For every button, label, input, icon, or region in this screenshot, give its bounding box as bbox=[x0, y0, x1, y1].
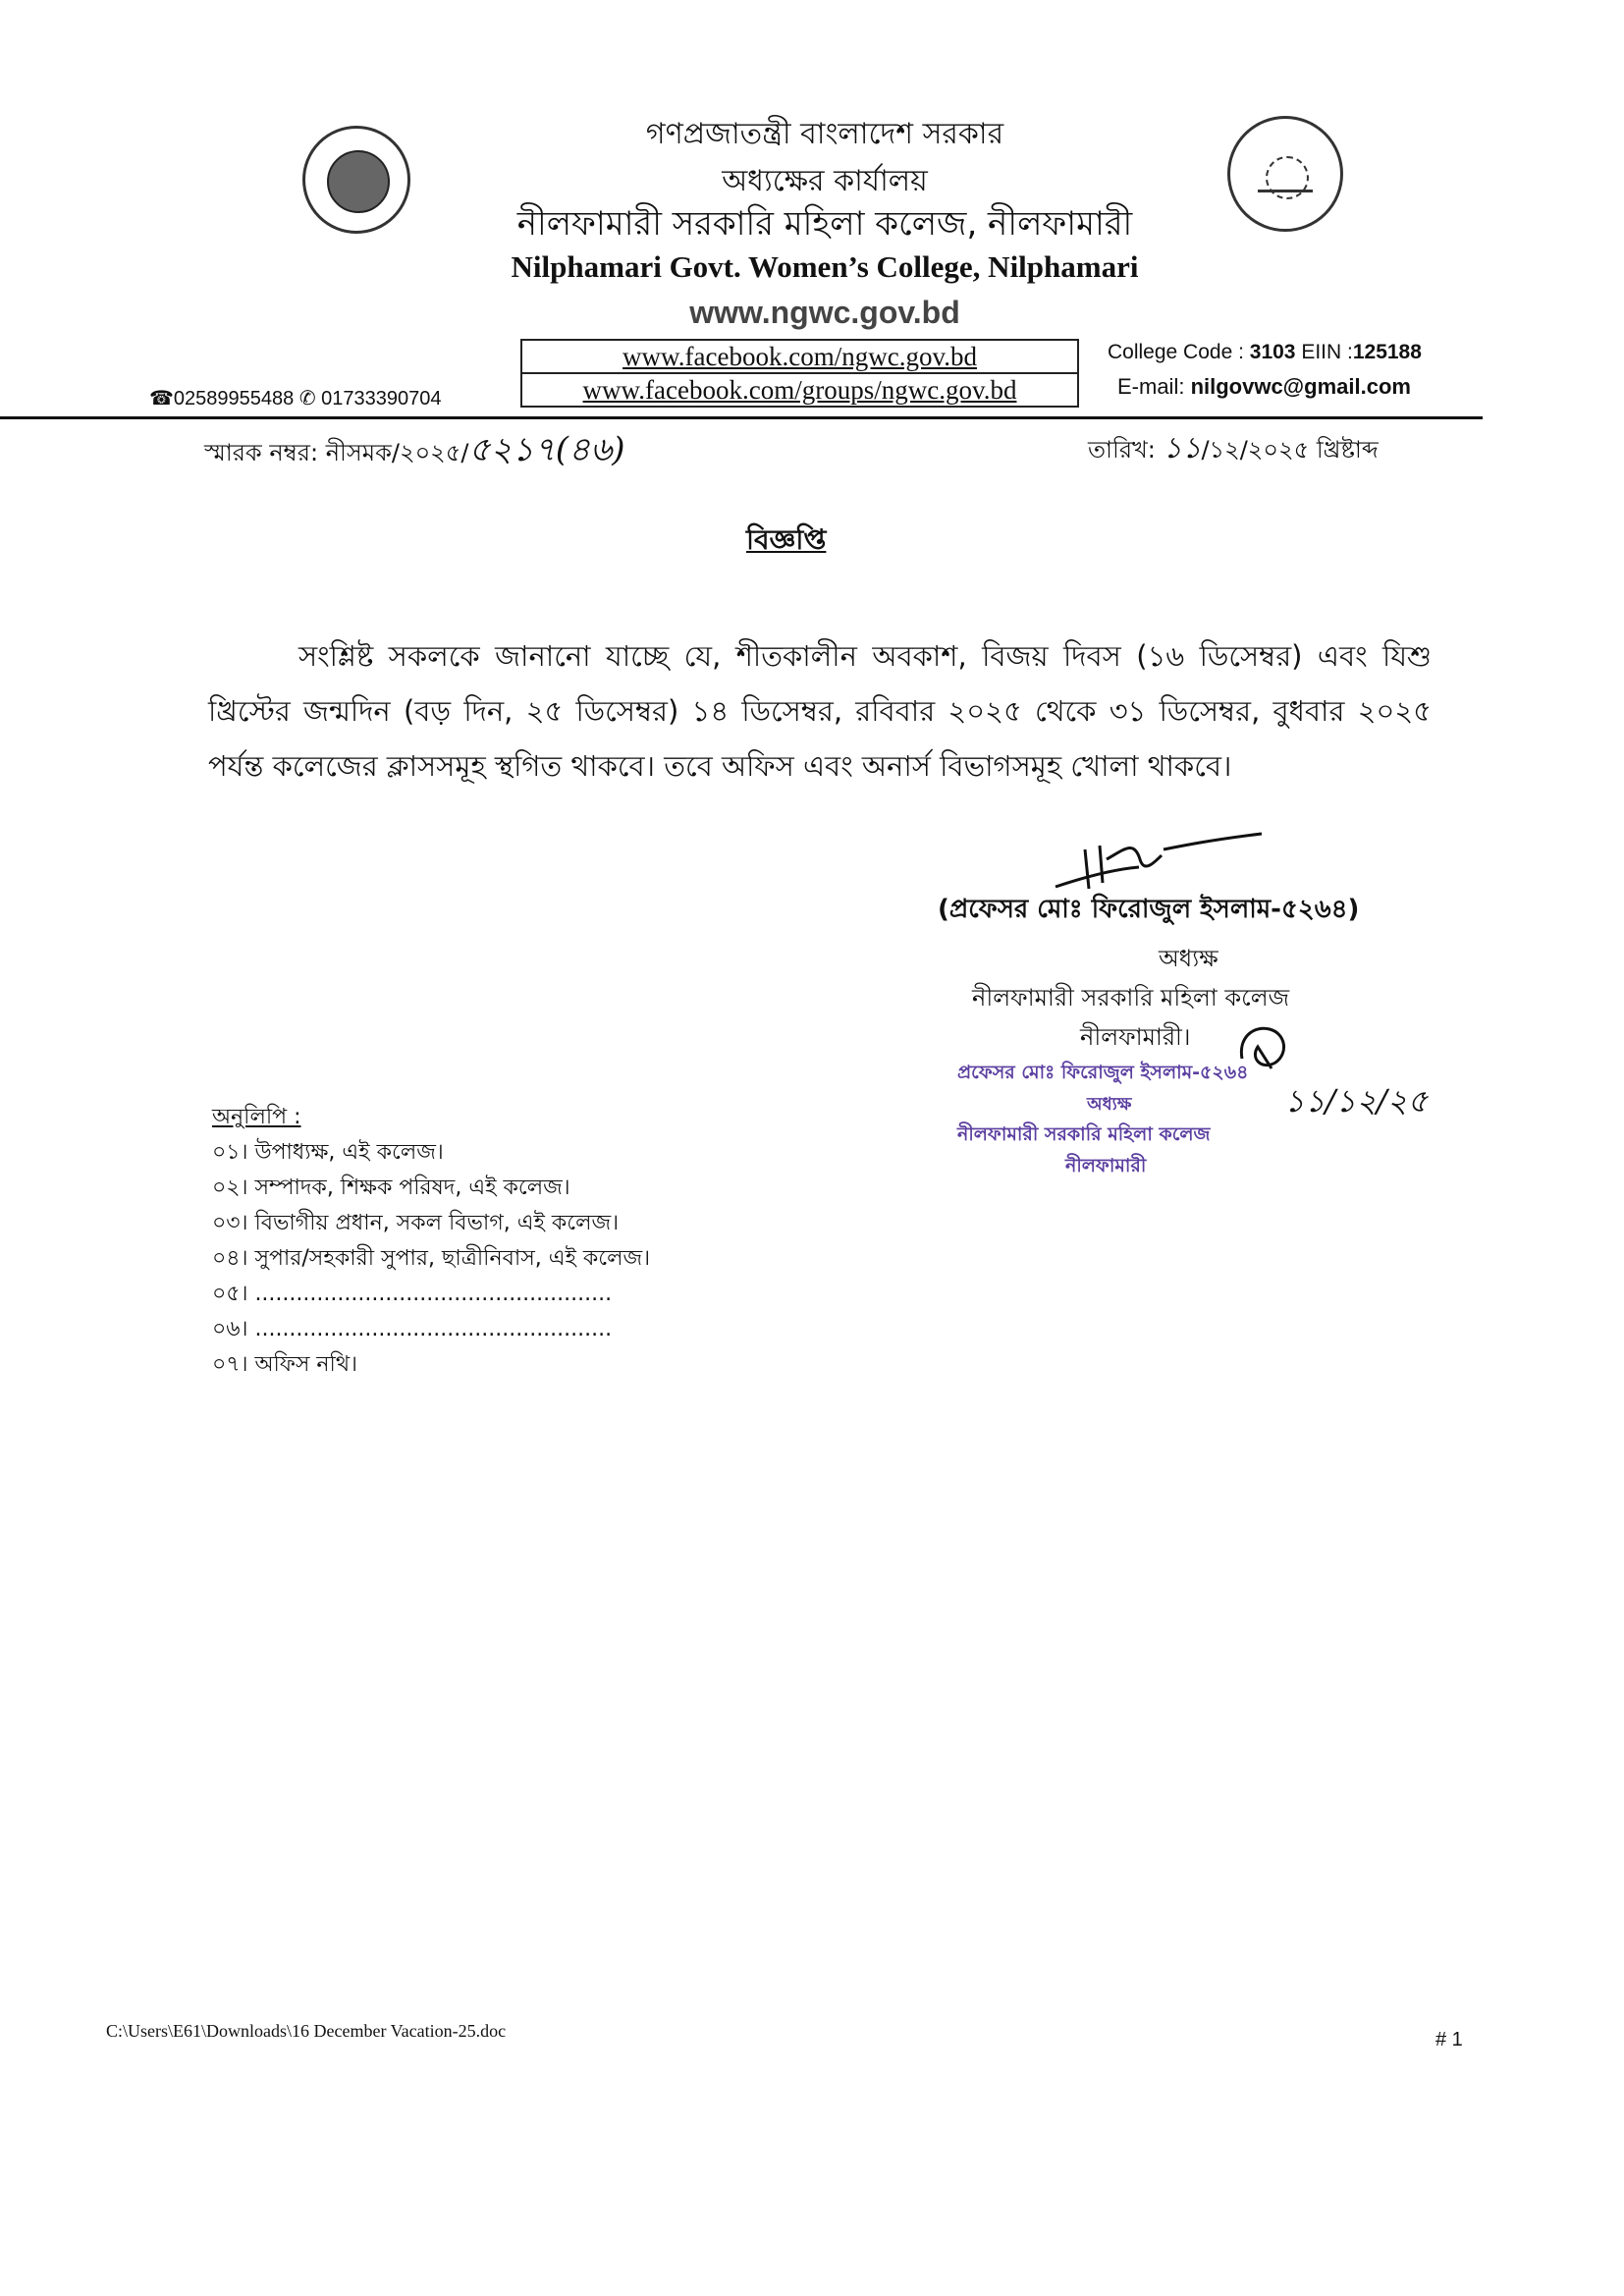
stamp-institution: নীলফামারী সরকারি মহিলা কলেজ bbox=[957, 1123, 1211, 1145]
phone-numbers: ☎02589955488 ✆ 01733390704 bbox=[149, 388, 442, 410]
memo-number bbox=[204, 424, 624, 480]
notice-title: বিজ্ঞপ্তি bbox=[746, 523, 827, 556]
stamp-place: নীলফামারী bbox=[1065, 1155, 1147, 1176]
principal-signature bbox=[1046, 820, 1281, 899]
date-printed: /১২/২০২৫ খ্রিষ্টাব্দ bbox=[1201, 436, 1379, 464]
list-item: ০৩। বিভাগীয় প্রধান, সকল বিভাগ, এই কলেজ। bbox=[212, 1211, 620, 1235]
eiin: 125188 bbox=[1352, 341, 1422, 363]
memo-handwritten: ৫২১৭(৪৬) bbox=[468, 430, 625, 469]
list-item: ০১। উপাধ্যক্ষ, এই কলেজ। bbox=[212, 1140, 444, 1165]
list-item: ০৬। .................................................... bbox=[212, 1317, 613, 1341]
stamp-handwritten-date: ১১/১২/২৫ bbox=[1284, 1082, 1429, 1120]
college-code-line bbox=[1108, 341, 1422, 364]
list-item: ০২। সম্পাদক, শিক্ষক পরিষদ, এই কলেজ। bbox=[212, 1175, 570, 1200]
college-name-en: Nilphamari Govt. Women’s College, Nilphamari bbox=[511, 249, 1139, 284]
government-title: গণপ্রজাতন্ত্রী বাংলাদেশ সরকার bbox=[645, 117, 1004, 151]
copies-list bbox=[212, 1135, 650, 1383]
college-website[interactable]: www.ngwc.gov.bd bbox=[689, 295, 960, 330]
email-label: E-mail: bbox=[1117, 374, 1191, 399]
official-stamp bbox=[957, 1059, 1291, 1183]
office-title: অধ্যক্ষের কার্যালয় bbox=[722, 164, 928, 198]
notice-date bbox=[1088, 424, 1379, 474]
signatory-name: (প্রফেসর মোঃ ফিরোজুল ইসলাম-৫২৬৪) bbox=[938, 895, 1360, 924]
eiin-label: EIIN : bbox=[1295, 341, 1353, 363]
signatory-designation: অধ্যক্ষ bbox=[1159, 945, 1218, 972]
date-label: তারিখ: bbox=[1088, 436, 1164, 464]
memo-label: স্মারক নম্বর: নীসমক/২০২৫/ bbox=[204, 439, 469, 466]
copies-title: অনুলিপি : bbox=[212, 1105, 301, 1129]
college-name-bn: নীলফামারী সরকারি মহিলা কলেজ, নীলফামারী bbox=[516, 204, 1133, 244]
facebook-links-box bbox=[520, 339, 1079, 408]
signatory-institution: নীলফামারী সরকারি মহিলা কলেজ bbox=[972, 984, 1290, 1011]
header-divider bbox=[0, 416, 1483, 419]
stamp-name: প্রফেসর মোঃ ফিরোজুল ইসলাম-৫২৬৪ bbox=[957, 1062, 1249, 1083]
college-code-label: College Code : bbox=[1108, 341, 1250, 363]
notice-body: সংশ্লিষ্ট সকলকে জানানো যাচ্ছে যে, শীতকালীন অবকাশ, বিজয় দিবস (১৬ ডিসেম্বর) এবং যিশু খ্রিস্টের জন্মদিন (বড় দিন, ২৫ ডিসেম্বর) ১৪ ডিসেম্বর, রবিবার ২০২৫ থেকে ৩১ ডিসেম্বর, বুধবার ২০২৫ পর্যন্ত কলেজের ক্লাসসমূহ স্থগিত থাকবে। তবে অফিস এবং অনার্স বিভাগসমূহ খোলা থাকবে। bbox=[208, 639, 1432, 783]
email-line bbox=[1117, 374, 1411, 400]
list-item: ০৫। .................................................... bbox=[212, 1282, 613, 1306]
list-item: ০৪। সুপার/সহকারী সুপার, ছাত্রীনিবাস, এই কলেজ। bbox=[212, 1246, 651, 1271]
facebook-group-link[interactable]: www.facebook.com/groups/ngwc.gov.bd bbox=[522, 372, 1077, 406]
date-handwritten: ১১ bbox=[1163, 431, 1202, 465]
college-code: 3103 bbox=[1249, 341, 1296, 363]
page-number: # 1 bbox=[1435, 2029, 1463, 2050]
facebook-page-link[interactable]: www.facebook.com/ngwc.gov.bd bbox=[623, 342, 977, 371]
stamp-designation: অধ্যক্ষ bbox=[1087, 1094, 1132, 1115]
email-address[interactable]: nilgovwc@gmail.com bbox=[1190, 374, 1411, 399]
list-item: ০৭। অফিস নথি। bbox=[212, 1352, 357, 1377]
signatory-place: নীলফামারী। bbox=[1080, 1023, 1191, 1051]
file-path: C:\Users\E61\Downloads\16 December Vacation-25.doc bbox=[106, 2021, 507, 2041]
stamp-initials bbox=[1232, 1019, 1301, 1074]
